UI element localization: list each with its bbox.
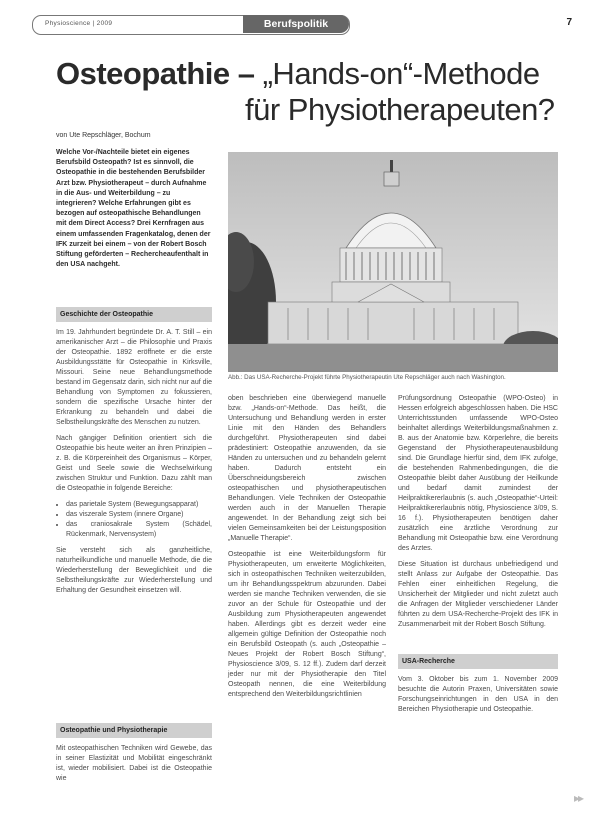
column-1-bottom <box>56 744 212 790</box>
paragraph: Vom 3. Oktober bis zum 1. November 2009 besuchte die Autorin Praxen, Universitäten sowie Forschungseinrichtungen in den USA in den Bereichen Physiotherapie und Osteopathie. <box>398 676 558 713</box>
headline-rest: „Hands-on“-Methode <box>254 56 540 91</box>
author-byline: von Ute Repschläger, Bochum <box>56 132 151 139</box>
continue-arrows-icon: ▸▸ <box>573 791 582 805</box>
headline-line-2: für Physiotherapeuten? <box>245 92 555 127</box>
paragraph: Im 19. Jahrhundert begründete Dr. A. T. Still – ein amerikanischer Arzt – die Philosophie und Praxis der Osteopathie. 1892 eröffnete er die erste Ausbildungsstätte für Osteopathie in Kirksville, Missouri. Seine neue Behandlungsmethode bestand im Gegensatz darin, sich nicht nur auf die Behandlung von Symptomen zu fokussieren, sondern die spezifische Ursache hinter der Erkrankung zu behandeln und dabei die Selbstheilungskräfte des Menschen zu nutzen. <box>56 329 212 426</box>
section-heading-geschichte: Geschichte der Osteopathie <box>56 307 212 322</box>
photo-caption: Abb.: Das USA-Recherche-Projekt führte Physiotherapeutin Ute Repschläger auch nach Washington. <box>228 374 506 381</box>
list-item: • das viszerale System (innere Organe) <box>66 510 212 520</box>
headline-line-1 <box>56 56 540 92</box>
bullet-list <box>56 500 212 540</box>
paragraph: Nach gängiger Definition orientiert sich die Osteopathie bis heute weiter an ihren Prinzipien – z. B. die Körpereinheit des Organismus – Körper, Geist und Seele sowie die Wechselwirkung zwischen Struktur und Funktion. Dazu zählt man die Osteopathie in folgende Bereiche: <box>56 435 212 492</box>
page-header <box>32 15 572 33</box>
journal-name: Physioscience | 2009 <box>45 20 113 27</box>
header-bar <box>32 15 350 35</box>
capitol-building-image <box>228 152 558 372</box>
paragraph: Sie versteht sich als ganzheitliche, naturheilkundliche und manuelle Methode, die die Wiederherstellung der Beweglichkeit und die Selbstheilungskräfte zur Wiederherstellung und Erhaltung der Gesundheit einsetzen will. <box>56 547 212 594</box>
paragraph: Mit osteopathischen Techniken wird Gewebe, das in seiner Elastizität und Mobilität eingeschränkt ist, wieder mobilisiert. Dabei ist die Osteopathie wie <box>56 745 212 782</box>
section-label: Berufspolitik <box>243 15 349 33</box>
list-item: • das craniosakrale System (Schädel, Rückenmark, Nervensystem) <box>66 520 212 540</box>
intro-text: Welche Vor-/Nachteile bietet ein eigenes Berufsbild Osteopath? Ist es sinnvoll, die Osteopathie in die bestehenden Berufsbilder Arzt bzw. Physiotherapeut – durch Aufnahme in die Aus- und Weiterbildung – zu integrieren? Welche Erfahrungen gibt es bezogen auf osteopathische Behandlungen mit dem Direct Access? Drei Kernfragen aus einem umfassenden Fragenkatalog, denen der IFK zurzeit bei einem – von der Robert Bosch Stiftung geförderten – Rechercheaufenthalt in den USA nachgeht. <box>56 149 211 269</box>
paragraph: oben beschrieben eine überwiegend manuelle bzw. „Hands-on“-Methode. Das heißt, die Untersuchung und Behandlung werden in erster Linie mit den Händen des Behandlers durchgeführt. Physiotherapeuten sind dabei prädestiniert: Osteopathie anzuwenden, da sie Händen zu untersuchen und zu behandeln gelernt haben. Dadurch entsteht ein Überschneidungsbereich zwischen osteopathischen und physiotherapeutischen Behandlungen. Viele Techniken der Osteopathie werden auch in der Manuellen Therapie angewendet. In der Behandlung zeigt sich bei vielen Gemeinsamkeiten bei der Leistungsposition „Manuelle Therapie“. <box>228 395 386 542</box>
capitol-photo <box>228 152 558 372</box>
paragraph: Diese Situation ist durchaus unbefriedigend und stellt Anlass zur Aufgabe der Osteopathie. Das Fehlen einer einheitlichen Regelung, die Unsicherheit der Mitglieder und nicht zuletzt auch die Anfragen der Mitglieder verschiedener Länder führten zu dem USA-Recherche-Projekt des IFK in Zusammenarbeit mit der Robert Bosch Stiftung. <box>398 561 558 628</box>
column-3 <box>398 394 558 636</box>
headline-bold: Osteopathie – <box>56 56 255 91</box>
list-item: • das parietale System (Bewegungsapparat) <box>66 500 212 510</box>
column-3-bottom <box>398 675 558 721</box>
paragraph: Osteopathie ist eine Weiterbildungsform für Physiotherapeuten, um erweiterte Möglichkeiten, sich in osteopathischen Techniken weiterzubilden, um ihr Behandlungsspektrum abzurunden. Dabei werden sie manche Techniken verwenden, die sie zuvor an der Schule für Osteopathie und der Ausbildung zum Physiotherapeuten angewendet haben. Allerdings gibt es derzeit weder eine allgemein gültige Definition der Osteopathie noch ein Berufsbild Osteopath (s. auch „Osteopathie – Neues Projekt der Robert Bosch Stiftung“, Physioscience 3/09, S. 12 ff.). Zudem darf derzeit jeder nur mit der Physiotherapie den Titel Osteopath nennen, die eine Weiterbildung entsprechend den Weiterbildungsrichtlinien <box>228 551 386 698</box>
paragraph: Prüfungsordnung Osteopathie (WPO-Osteo) in Hessen erfolgreich abgeschlossen haben. Die HSC Unterrichtsstunden umfassende WPO-Osteo beinhaltet allerdings Weiterbildungsmaßnahmen z. B. aus der Anatomie bzw. Körperlehre, die bereits Gegenstand der Physiotherapeutenausbildung sind. Die Grundlage hierfür sind, dem IFK zufolge, die bestehenden Rahmenbedingungen, die die Osteopathie bleibt daher Ausübung der Heilkunde und bedarf damit zumindest der Heilpraktikererlaubnis (s. auch „Osteopathie“-Urteil: Heilpraktikererlaubnis nötig, Physioscience 3/09, S. 16 f.). Physiotherapeuten benötigen daher zusätzlich eine ärztliche Verordnung zur Behandlung mit Osteopathie bzw. eine Verordnung des Arztes. <box>398 395 558 552</box>
column-2 <box>228 394 386 706</box>
page-number: 7 <box>566 17 572 28</box>
column-1-top <box>56 328 212 602</box>
section-heading-osteopathie-physiotherapie: Osteopathie und Physiotherapie <box>56 723 212 738</box>
section-heading-usa-recherche: USA-Recherche <box>398 654 558 669</box>
